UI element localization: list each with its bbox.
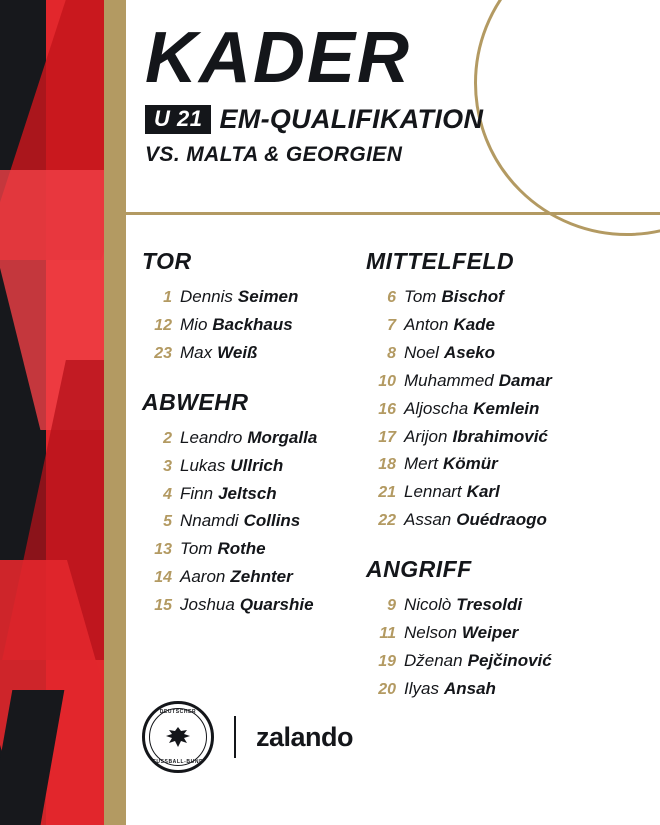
- squad-lists: [126, 248, 660, 703]
- player-lastname: Ullrich: [230, 455, 284, 475]
- list-item: [366, 283, 660, 311]
- player-lastname: Tresoldi: [456, 595, 523, 615]
- list-item: [366, 591, 660, 619]
- player-lastname: Karl: [466, 482, 500, 502]
- player-number: 1: [163, 289, 172, 306]
- player-lastname: Rothe: [217, 539, 266, 559]
- player-number: 10: [378, 372, 396, 390]
- list-item: [142, 283, 366, 311]
- list-item: [142, 424, 366, 452]
- player-number: 2: [163, 429, 172, 447]
- player-lastname: Ansah: [443, 678, 496, 698]
- player-lastname: Weiß: [217, 342, 258, 362]
- player-firstname: Mio: [180, 314, 208, 334]
- dfb-logo: [142, 701, 214, 773]
- player-lastname: Ouédraogo: [456, 510, 547, 530]
- player-number: 8: [387, 344, 396, 362]
- eagle-emblem-icon: [149, 708, 207, 766]
- player-firstname: Tom: [180, 539, 213, 559]
- list-item: [366, 450, 660, 478]
- list-item: [366, 311, 660, 339]
- player-lastname: Morgalla: [247, 427, 318, 447]
- list-item: [366, 619, 660, 647]
- player-number: 5: [163, 513, 172, 531]
- player-firstname: Aaron: [180, 567, 226, 587]
- player-number: 7: [387, 316, 396, 334]
- list-item: [142, 535, 366, 563]
- player-firstname: Ilyas: [404, 678, 439, 698]
- decorative-left-band: [0, 0, 126, 825]
- player-number: 19: [378, 652, 396, 670]
- list-item: [142, 591, 366, 619]
- sponsor-logo: zalando: [256, 721, 354, 752]
- player-lastname: Aseko: [443, 342, 495, 362]
- player-number: 22: [378, 512, 396, 530]
- player-lastname: Backhaus: [212, 314, 293, 334]
- poster-footer: [142, 701, 353, 773]
- player-number: 14: [154, 569, 172, 587]
- group-forwards: [366, 556, 660, 703]
- group-title-forwards: ANGRIFF: [366, 556, 472, 583]
- group-title-defenders: ABWEHR: [142, 388, 249, 415]
- dfb-bottom-label: FUSSBALL-BUND: [152, 759, 204, 765]
- player-firstname: Arijon: [404, 426, 448, 446]
- player-firstname: Mert: [404, 454, 438, 474]
- player-lastname: Zehnter: [230, 567, 293, 587]
- group-title-goalkeepers: TOR: [142, 248, 192, 274]
- list-item: [142, 339, 366, 367]
- opponents-label: VS. MALTA & GEORGIEN: [145, 143, 403, 167]
- list-item: [366, 675, 660, 703]
- subtitle-row: [145, 104, 645, 135]
- player-firstname: Nelson: [404, 623, 457, 643]
- list-item: [366, 367, 660, 395]
- player-firstname: Noel: [404, 342, 439, 362]
- competition-label: EM-QUALIFIKATION: [219, 104, 484, 135]
- player-lastname: Jeltsch: [218, 483, 277, 503]
- gold-divider-rule: [126, 212, 660, 215]
- list-item: [142, 563, 366, 591]
- player-number: 6: [387, 289, 396, 306]
- player-lastname: Kade: [453, 314, 496, 334]
- player-firstname: Anton: [404, 314, 449, 334]
- player-firstname: Lennart: [404, 482, 462, 502]
- group-goalkeepers: [142, 248, 366, 367]
- player-firstname: Joshua: [180, 595, 235, 615]
- player-lastname: Quarshie: [239, 595, 314, 615]
- list-item: [366, 506, 660, 534]
- group-midfielders: [366, 248, 660, 534]
- player-number: 11: [379, 625, 396, 643]
- footer-divider: [234, 716, 236, 758]
- player-lastname: Bischof: [441, 287, 504, 306]
- list-item: [366, 478, 660, 506]
- player-number: 13: [154, 541, 172, 559]
- player-firstname: Muhammed: [404, 370, 494, 390]
- list-item: [366, 339, 660, 367]
- squad-column-right: [366, 248, 660, 703]
- list-item: [366, 647, 660, 675]
- player-firstname: Lukas: [180, 455, 226, 475]
- player-firstname: Nnamdi: [180, 511, 239, 531]
- poster-header: [145, 18, 645, 167]
- player-lastname: Kömür: [443, 454, 498, 474]
- dfb-top-label: DEUTSCHER: [159, 709, 197, 715]
- player-number: 21: [378, 484, 396, 502]
- player-number: 15: [154, 597, 172, 615]
- u21-badge: U 21: [145, 105, 211, 134]
- player-lastname: Damar: [498, 370, 552, 390]
- player-lastname: Ibrahimović: [452, 426, 548, 446]
- squad-column-left: [126, 248, 366, 703]
- list-item: [142, 480, 366, 508]
- player-lastname: Pejčinović: [467, 650, 552, 670]
- player-lastname: Seimen: [237, 287, 299, 306]
- list-item: [142, 311, 366, 339]
- player-firstname: Assan: [404, 510, 452, 530]
- list-item: [366, 423, 660, 451]
- player-number: 23: [154, 344, 172, 362]
- player-number: 9: [387, 597, 396, 615]
- group-title-midfielders: MITTELFELD: [366, 248, 515, 274]
- player-firstname: Tom: [404, 287, 437, 306]
- page-title: KADER: [145, 18, 412, 98]
- list-item: [142, 507, 366, 535]
- player-firstname: Max: [180, 342, 213, 362]
- player-number: 3: [163, 457, 172, 475]
- player-number: 17: [378, 428, 396, 446]
- group-defenders: [142, 389, 366, 619]
- band-gold-edge: [104, 0, 126, 825]
- player-lastname: Weiper: [461, 623, 519, 643]
- player-number: 4: [163, 485, 172, 503]
- player-number: 18: [378, 456, 396, 474]
- list-item: [142, 452, 366, 480]
- player-firstname: Aljoscha: [404, 398, 469, 418]
- player-number: 12: [154, 316, 172, 334]
- player-firstname: Leandro: [180, 427, 243, 447]
- list-item: [366, 395, 660, 423]
- player-firstname: Dženan: [404, 650, 463, 670]
- player-firstname: Dennis: [180, 287, 233, 306]
- player-number: 16: [378, 400, 396, 418]
- player-firstname: Nicolò: [404, 595, 452, 615]
- player-number: 20: [378, 680, 396, 698]
- player-lastname: Kemlein: [473, 398, 540, 418]
- player-firstname: Finn: [180, 483, 214, 503]
- player-lastname: Collins: [243, 511, 301, 531]
